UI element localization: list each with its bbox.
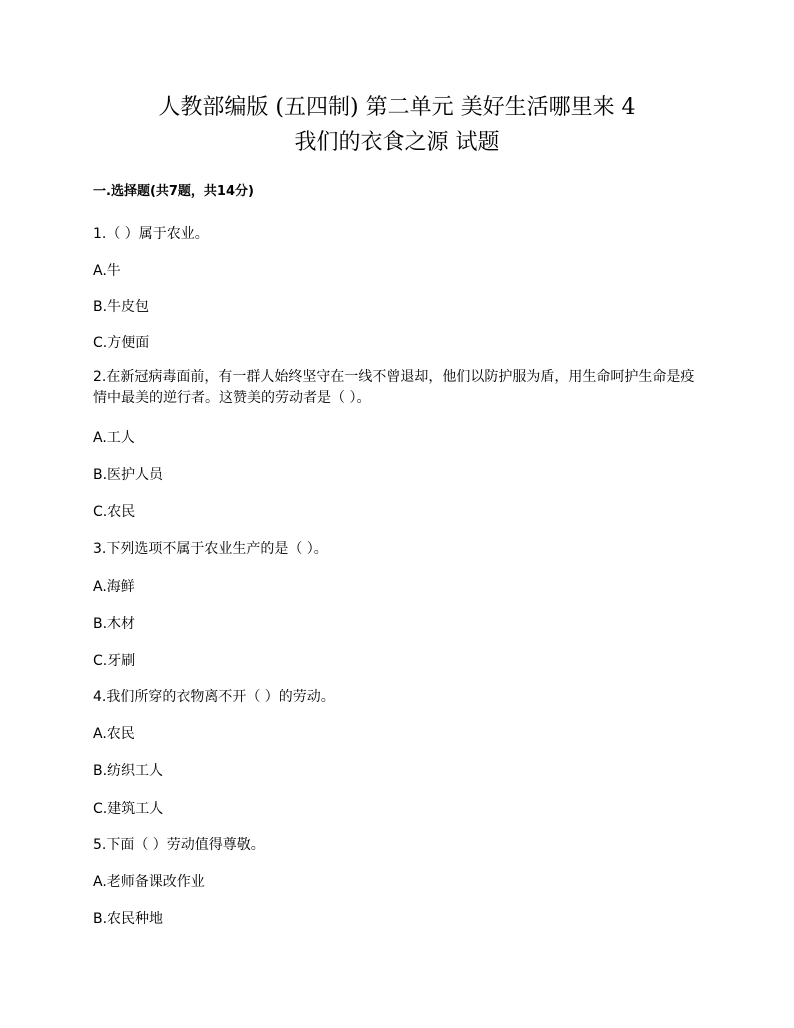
question-2-option-c: C.农民 — [93, 504, 136, 520]
question-4-option-b: B.纺织工人 — [93, 763, 164, 779]
question-1-option-c: C.方便面 — [93, 335, 150, 351]
question-3-stem: 3.下列选项不属于农业生产的是（ ）。 — [93, 541, 328, 557]
question-2-stem: 2.在新冠病毒面前，有一群人始终坚守在一线不曾退却，他们以防护服为盾，用生命呵护生命是疫情中最美的逆行者。这赞美的劳动者是（ ）。 — [93, 369, 695, 406]
question-3-option-c: C.牙刷 — [93, 653, 136, 669]
document-title-line-1: 人教部编版 (五四制) 第二单元 美好生活哪里来 4 — [158, 95, 636, 120]
question-5-option-b: B.农民种地 — [93, 911, 164, 927]
question-5-stem: 5.下面（ ）劳动值得尊敬。 — [93, 837, 265, 853]
question-3-option-a: A.海鲜 — [93, 579, 135, 595]
question-5-option-a: A.老师备课改作业 — [93, 874, 205, 890]
question-4-option-a: A.农民 — [93, 726, 135, 742]
question-3-option-b: B.木材 — [93, 616, 136, 632]
question-1-stem: 1.（ ）属于农业。 — [93, 226, 209, 242]
question-2-option-b: B.医护人员 — [93, 467, 164, 483]
document-title-line-2: 我们的衣食之源 试题 — [294, 130, 500, 155]
question-4-stem: 4.我们所穿的衣物离不开（ ）的劳动。 — [93, 689, 335, 705]
question-1-option-b: B.牛皮包 — [93, 299, 150, 315]
question-1-option-a: A.牛 — [93, 263, 121, 279]
section-heading: 一.选择题(共7题，共14分) — [93, 184, 254, 199]
question-4-option-c: C.建筑工人 — [93, 801, 164, 817]
question-2-option-a: A.工人 — [93, 430, 135, 446]
